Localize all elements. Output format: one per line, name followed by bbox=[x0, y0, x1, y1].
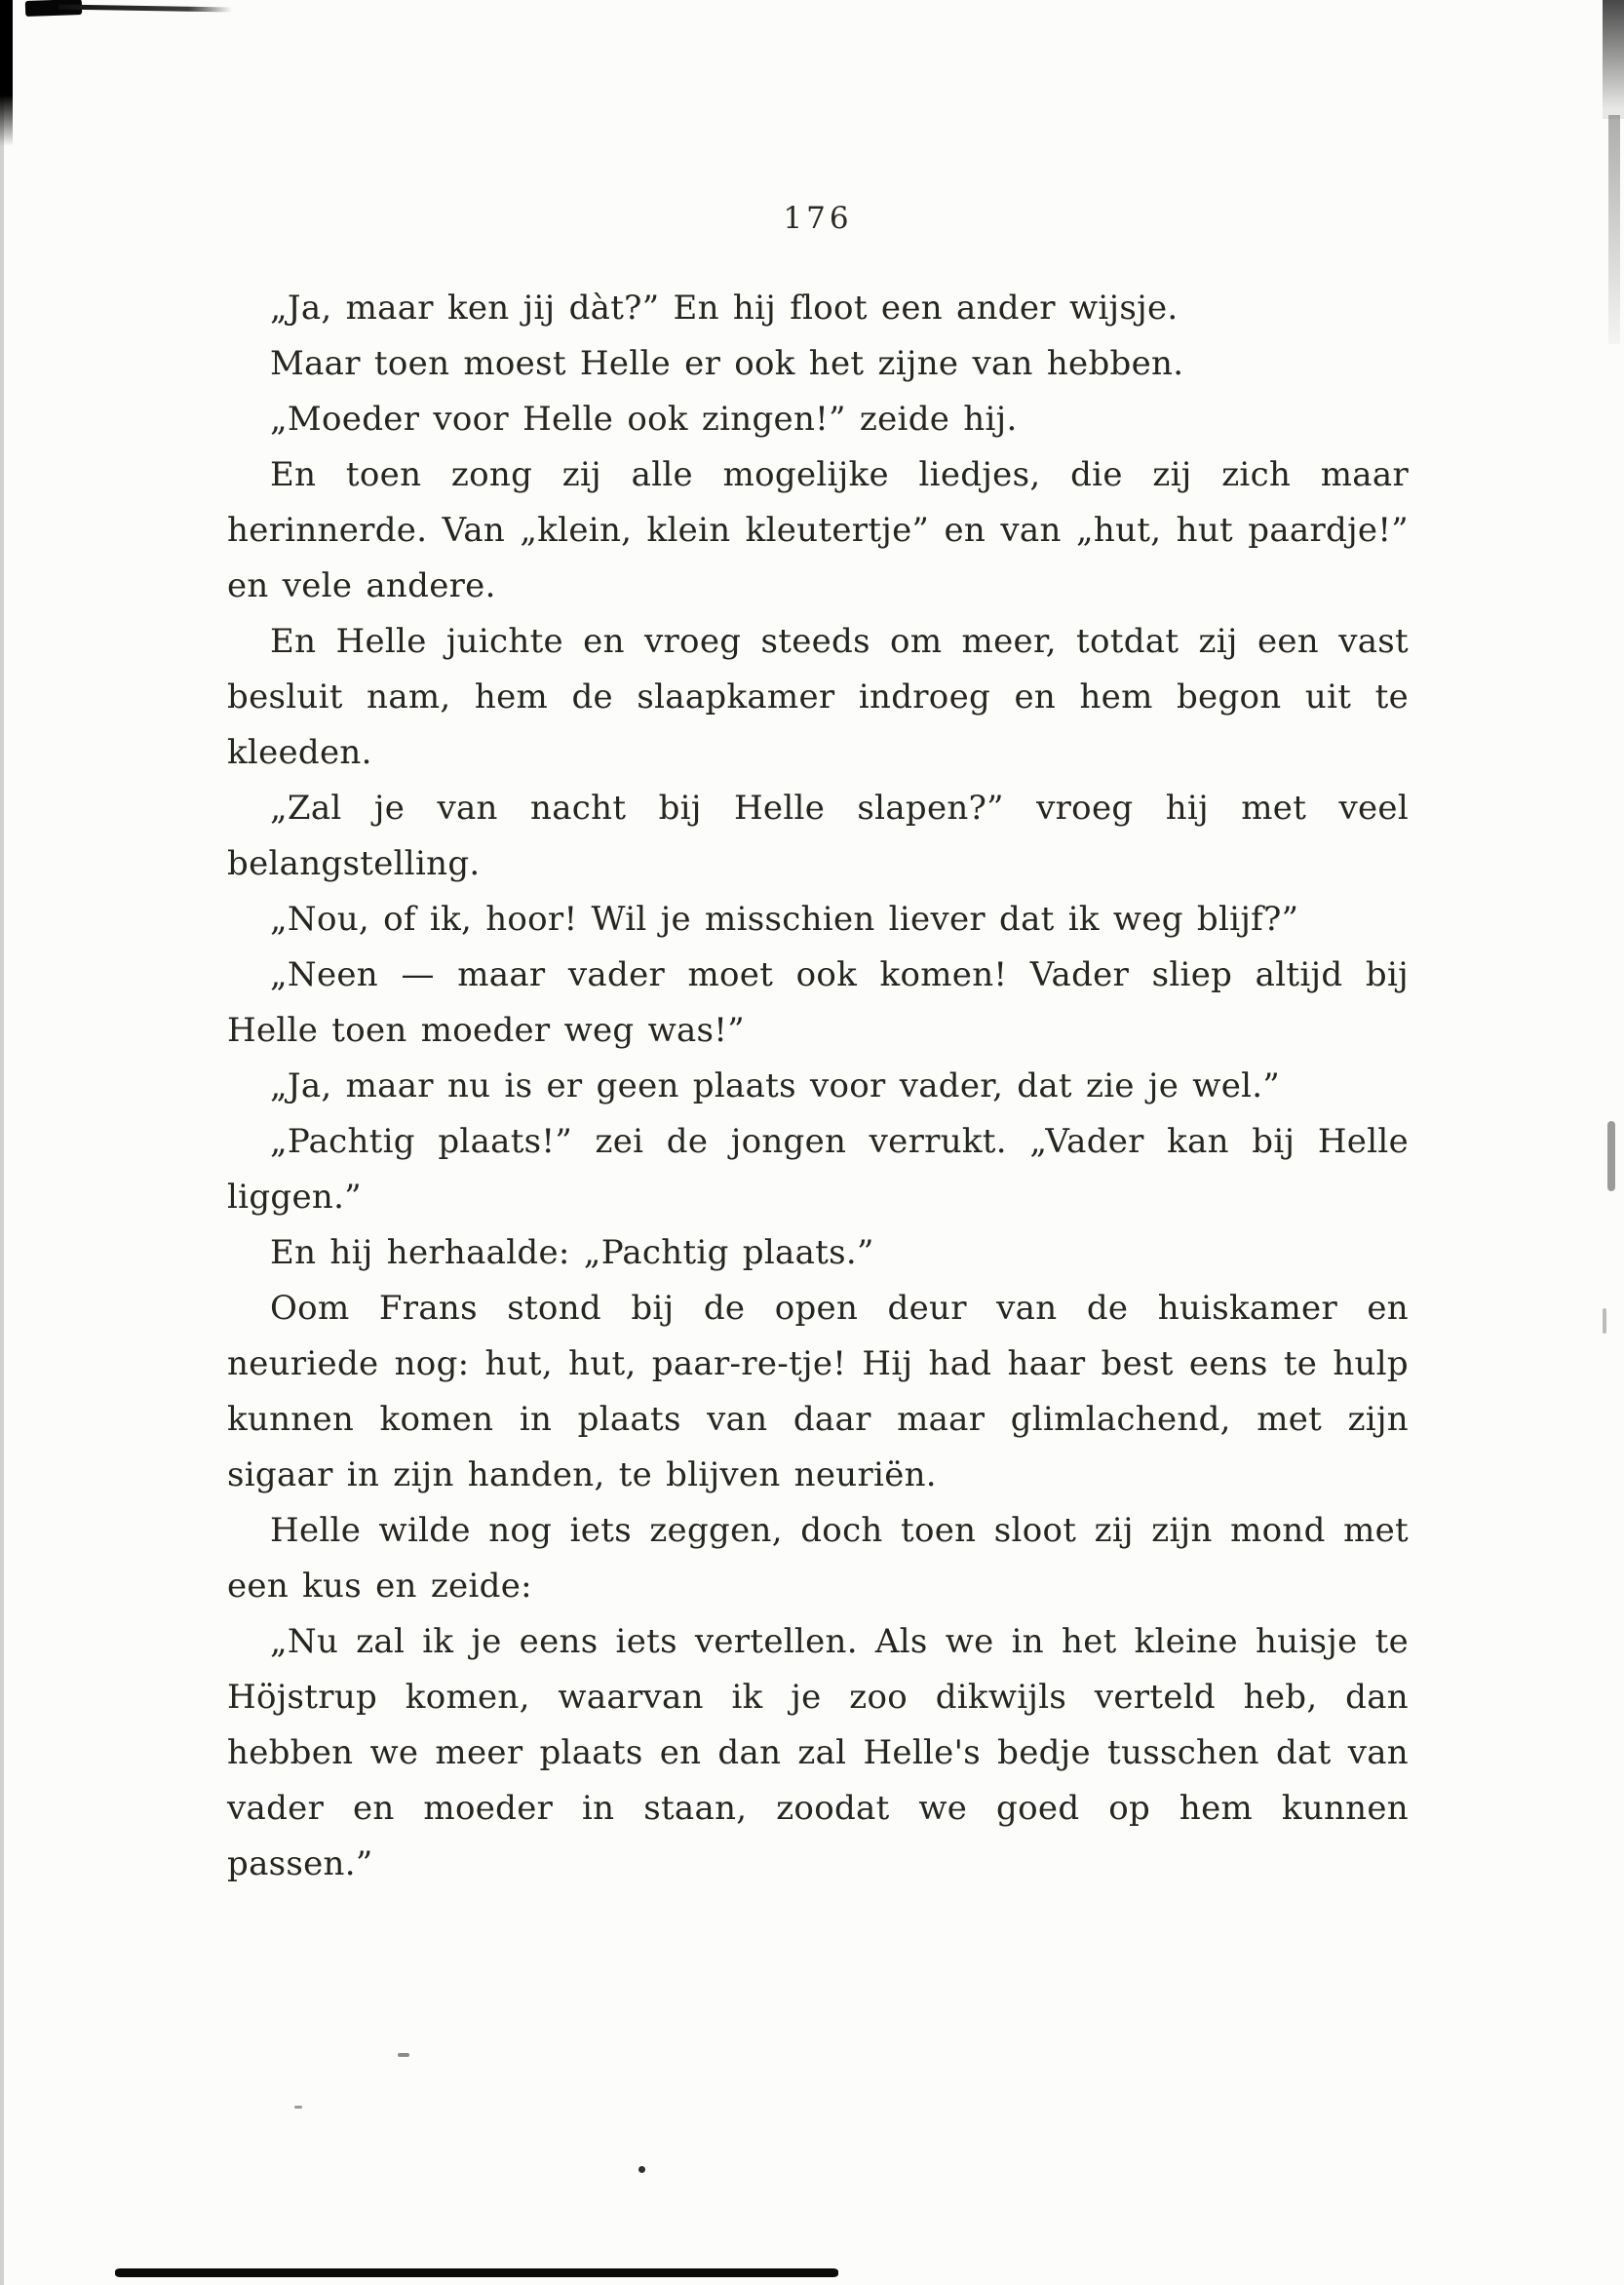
scan-artifact-top-right-smudge bbox=[1603, 0, 1624, 119]
scan-artifact-left-edge-shadow bbox=[0, 0, 4, 2285]
text-block bbox=[227, 281, 1409, 1892]
paragraph: En toen zong zij alle mogelijke liedjes, die zij zich maar herinnerde. Van „klein, klein kleutertje” en van „hut, hut paardje!” en vele andere. bbox=[227, 455, 1409, 605]
paragraph: „Zal je van nacht bij Helle slapen?” vroeg hij met veel belangstelling. bbox=[227, 789, 1409, 883]
scan-artifact-speck bbox=[1603, 1308, 1606, 1334]
paragraph: Helle wilde nog iets zeggen, doch toen sloot zij zijn mond met een kus en zeide: bbox=[227, 1511, 1409, 1606]
scan-artifact-right-smudge bbox=[1608, 115, 1620, 344]
scan-artifact-speck bbox=[638, 2166, 645, 2173]
scan-artifact-right-mid-smudge bbox=[1607, 1121, 1615, 1191]
paragraph: „Ja, maar ken jij dàt?” En hij floot een ander wijsje. bbox=[270, 289, 1179, 328]
page-number: 176 bbox=[783, 201, 853, 236]
paragraph: Oom Frans stond bij de open deur van de huiskamer en neuriede nog: hut, hut, paar-re-tje! Hij had haar best eens te hulp kunnen komen in plaats van daar maar glimlachend, met zijn sigaar in zijn handen, te blijven neuriën. bbox=[227, 1289, 1409, 1494]
scan-artifact-corner-line bbox=[58, 4, 232, 12]
paragraph: „Ja, maar nu is er geen plaats voor vader, dat zie je wel.” bbox=[270, 1066, 1281, 1105]
scan-artifact-corner-mark bbox=[25, 0, 83, 17]
paragraph: „Nu zal ik je eens iets vertellen. Als we in het kleine huisje te Höjstrup komen, waarvan ik je zoo dikwijls verteld heb, dan hebben we meer plaats en dan zal Helle's bedje tusschen dat van vader en moeder in staan, zoodat we goed op hem kunnen passen.” bbox=[227, 1622, 1409, 1883]
scan-artifact-speck bbox=[398, 2053, 409, 2057]
scan-artifact-left-edge-bar bbox=[0, 0, 13, 146]
paragraph: „Moeder voor Helle ook zingen!” zeide hij. bbox=[270, 400, 1018, 439]
paragraph: En hij herhaalde: „Pachtig plaats.” bbox=[270, 1233, 874, 1272]
paragraph: „Pachtig plaats!” zei de jongen verrukt. „Vader kan bij Helle liggen.” bbox=[227, 1122, 1409, 1217]
paragraph: En Helle juichte en vroeg steeds om meer, totdat zij een vast besluit nam, hem de slaapkamer indroeg en hem begon uit te kleeden. bbox=[227, 622, 1409, 772]
scan-artifact-speck bbox=[294, 2106, 302, 2109]
paragraph: „Nou, of ik, hoor! Wil je misschien liever dat ik weg blijf?” bbox=[270, 900, 1299, 939]
paragraph: „Neen — maar vader moet ook komen! Vader sliep altijd bij Helle toen moeder weg was!” bbox=[227, 955, 1409, 1050]
paragraph: Maar toen moest Helle er ook het zijne van hebben. bbox=[270, 344, 1184, 383]
scan-artifact-bottom-line bbox=[115, 2268, 838, 2277]
